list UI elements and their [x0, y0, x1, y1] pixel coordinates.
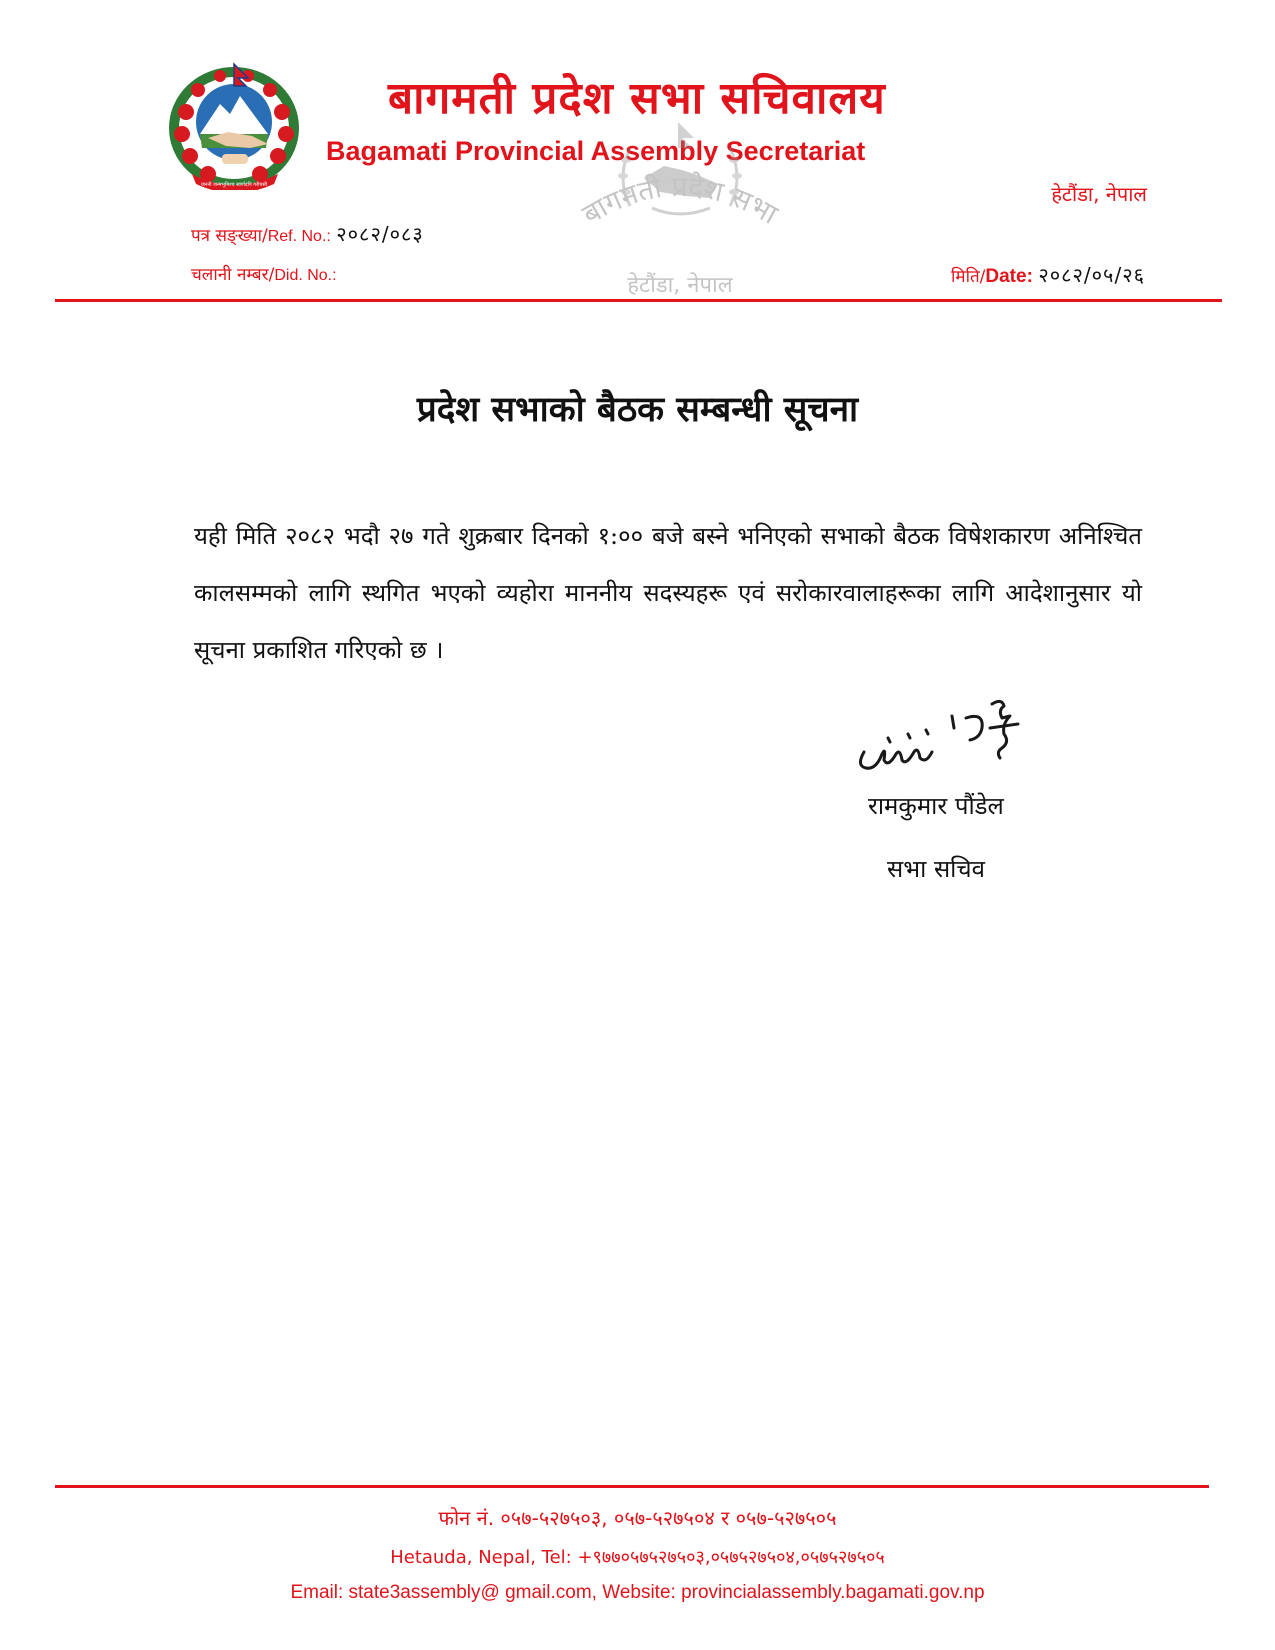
seal-text-top: बागमती प्रदेश सभा [576, 169, 784, 231]
emblem-caption: जननी जन्मभूमिश्च स्वर्गादपि गरीयसी [200, 182, 268, 188]
ref-label-en: Ref. No.: [267, 228, 331, 245]
footer-divider [55, 1485, 1209, 1488]
nepal-emblem-icon [168, 62, 308, 190]
did-label-np: चलानी नम्बर/ [191, 265, 275, 285]
office-seal-watermark-icon [560, 118, 800, 308]
footer-telephone-line: Hetauda, Nepal, Tel: +९७७०५७५२७५०३,०५७५२७५०४,०५७५२७५०५ [390, 1547, 885, 1568]
office-location: हेटौंडा, नेपाल [1051, 182, 1147, 206]
office-title-nepali: बागमती प्रदेश सभा सचिवालय [388, 73, 886, 124]
signatory-name: रामकुमार पौंडेल [868, 792, 1004, 820]
office-title-english: Bagamati Provincial Assembly Secretariat [326, 136, 866, 166]
notice-heading: प्रदेश सभाको बैठक सम्बन्धी सूचना [416, 390, 859, 430]
date-label-en: Date: [985, 266, 1033, 287]
footer-phone-nepali: फोन नं. ०५७-५२७५०३, ०५७-५२७५०४ र ०५७-५२७५०५ [438, 1506, 837, 1530]
footer-email-website: Email: state3assembly@ gmail.com, Website: provincialassembly.bagamati.gov.np [290, 1582, 985, 1603]
notice-body: यही मिति २०८२ भदौ २७ गते शुक्रबार दिनको १:०० बजे बस्ने भनिएको सभाको बैठक विषेशकारण अनिश्चित कालसम्मको लागि स्थगित भएको व्यहोरा माननीय सदस्यहरू एवं सरोकारवालाहरूका लागि आदेशानुसार यो सूचना प्रकाशित गरिएको छ । [194, 522, 1142, 664]
date-row [951, 261, 1145, 288]
svg-text:बागमती प्रदेश सभा [577, 170, 784, 231]
date-value: २०८२/०५/२६ [1038, 263, 1145, 287]
reference-number-row [191, 220, 424, 247]
date-label-np: मिति/ [951, 267, 986, 287]
signature-icon [852, 694, 1042, 789]
ref-label-np: पत्र सङ्ख्या/ [191, 226, 268, 246]
dispatch-number-row [191, 262, 337, 285]
ref-number-value: २०८२/०८३ [336, 222, 424, 246]
signatory-designation: सभा सचिव [887, 855, 985, 883]
seal-text-bottom: हेटौंडा, नेपाल [627, 273, 733, 298]
did-label-en: Did. No.: [274, 267, 337, 284]
header-divider [55, 299, 1222, 302]
